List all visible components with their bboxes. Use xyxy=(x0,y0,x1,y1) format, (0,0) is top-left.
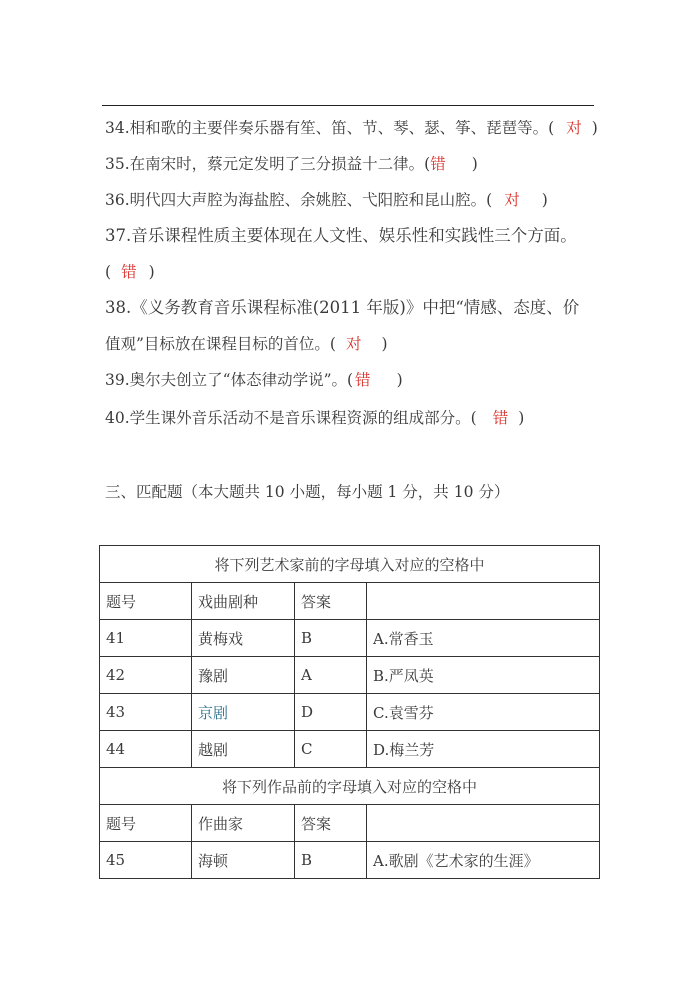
question-39-answer: 错 xyxy=(355,371,371,389)
question-38 xyxy=(105,298,579,318)
table-cell: 京剧 xyxy=(192,694,295,731)
table-cell: 海顿 xyxy=(192,842,295,879)
top-horizontal-rule xyxy=(102,105,594,106)
question-35-answer: 错 xyxy=(430,155,446,173)
matching-table xyxy=(99,545,600,879)
table-cell: B.严凤英 xyxy=(367,657,600,694)
table-caption-row xyxy=(100,546,600,583)
block2-caption: 将下列作品前的字母填入对应的空格中 xyxy=(100,768,600,805)
question-38-answer: 对 xyxy=(345,335,362,353)
table-cell: B xyxy=(295,620,367,657)
block1-caption: 将下列艺术家前的字母填入对应的空格中 xyxy=(100,546,600,583)
header-cell: 题号 xyxy=(100,583,192,620)
question-35-close: ) xyxy=(471,155,478,173)
table-header-row xyxy=(100,805,600,842)
question-35-text: 35.在南宋时，蔡元定发明了三分损益十二律。( xyxy=(105,155,431,173)
header-cell: 题号 xyxy=(100,805,192,842)
question-37-text: 37.音乐课程性质主要体现在人文性、娱乐性和实践性三个方面。 xyxy=(105,226,577,245)
question-34-close: ) xyxy=(591,119,598,137)
header-cell xyxy=(367,583,600,620)
table-row xyxy=(100,731,600,768)
question-38-text-line2: 值观”目标放在课程目标的首位。( xyxy=(105,335,336,353)
question-36-text: 36.明代四大声腔为海盐腔、余姚腔、弋阳腔和昆山腔。( xyxy=(105,191,493,209)
question-38-answer-line xyxy=(105,334,388,354)
header-cell xyxy=(367,805,600,842)
table-caption-row xyxy=(100,768,600,805)
question-37-answer-line xyxy=(105,262,155,282)
question-37-close: ) xyxy=(148,263,155,281)
table-cell: D xyxy=(295,694,367,731)
question-35 xyxy=(105,154,478,174)
table-cell: 44 xyxy=(100,731,192,768)
header-cell: 答案 xyxy=(295,805,367,842)
table-cell: 41 xyxy=(100,620,192,657)
question-34-text: 34.相和歌的主要伴奏乐器有笙、笛、节、琴、瑟、筝、琵琶等。( xyxy=(105,119,555,137)
question-40 xyxy=(105,408,524,428)
table-row xyxy=(100,657,600,694)
question-36-close: ) xyxy=(541,191,548,209)
question-37-answer: 错 xyxy=(121,263,137,281)
section-heading: 三、匹配题（本大题共 10 小题，每小题 1 分，共 10 分） xyxy=(105,483,510,501)
table-cell: C.袁雪芬 xyxy=(367,694,600,731)
question-34-answer: 对 xyxy=(566,119,582,137)
table-cell: A.歌剧《艺术家的生涯》 xyxy=(367,842,600,879)
question-36 xyxy=(105,190,548,210)
question-36-answer: 对 xyxy=(504,191,520,209)
table-cell: A.常香玉 xyxy=(367,620,600,657)
question-40-close: ) xyxy=(518,409,525,427)
table-cell: B xyxy=(295,842,367,879)
header-cell: 戏曲剧种 xyxy=(192,583,295,620)
question-39-text: 39.奥尔夫创立了“体态律动学说”。( xyxy=(105,371,354,389)
table-cell: D.梅兰芳 xyxy=(367,731,600,768)
table-cell: C xyxy=(295,731,367,768)
table-header-row xyxy=(100,583,600,620)
question-37-open: ( xyxy=(105,263,112,281)
table-cell: 黄梅戏 xyxy=(192,620,295,657)
question-40-text: 40.学生课外音乐活动不是音乐课程资源的组成部分。( xyxy=(105,409,477,427)
table-row xyxy=(100,694,600,731)
question-34 xyxy=(105,118,598,138)
header-cell: 作曲家 xyxy=(192,805,295,842)
table-row xyxy=(100,620,600,657)
question-40-answer: 错 xyxy=(492,409,509,427)
question-38-close: ) xyxy=(381,335,388,353)
table-cell: 42 xyxy=(100,657,192,694)
table-cell: 越剧 xyxy=(192,731,295,768)
table-cell: 45 xyxy=(100,842,192,879)
table-cell: 43 xyxy=(100,694,192,731)
question-37 xyxy=(105,226,577,246)
header-cell: 答案 xyxy=(295,583,367,620)
table-cell: 豫剧 xyxy=(192,657,295,694)
question-39 xyxy=(105,370,403,390)
question-38-text: 38.《义务教育音乐课程标准(2011 年版)》中把“情感、态度、价 xyxy=(105,298,580,317)
table-row xyxy=(100,842,600,879)
question-39-close: ) xyxy=(396,371,403,389)
table-cell: A xyxy=(295,657,367,694)
